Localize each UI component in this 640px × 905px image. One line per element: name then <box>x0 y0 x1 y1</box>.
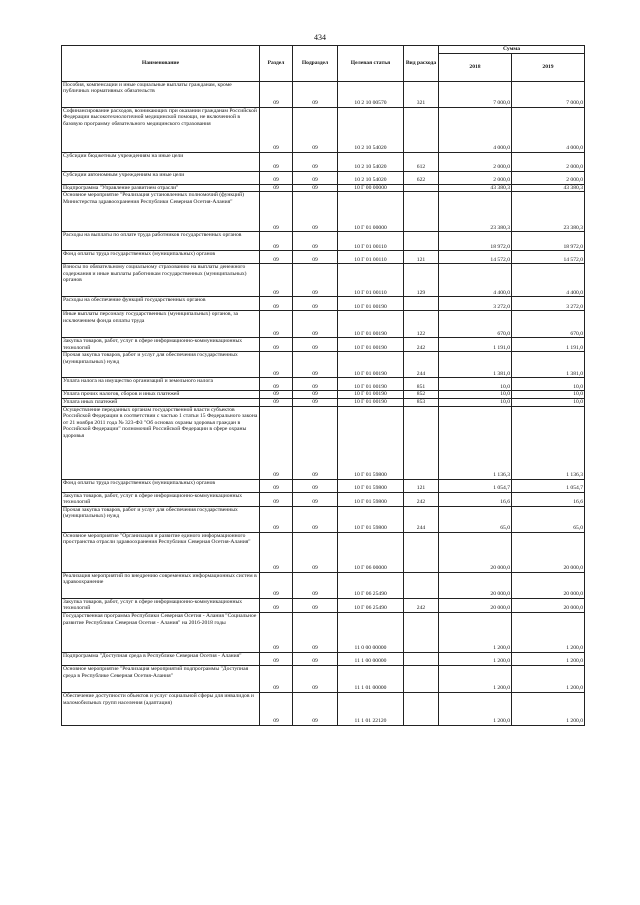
cell-subsection: 09 <box>293 338 338 352</box>
cell-expense-type <box>404 192 439 232</box>
table-row <box>62 338 585 352</box>
cell-name: Реализация мероприятий по внедрению современных информационных систем в здравоохранение <box>62 572 260 598</box>
cell-expense-type: 852 <box>404 391 439 399</box>
cell-sum-2019: 65,0 <box>512 506 585 532</box>
cell-expense-type <box>404 297 439 311</box>
cell-expense-type <box>404 612 439 652</box>
table-row <box>62 572 585 598</box>
cell-section: 09 <box>260 652 293 665</box>
cell-section: 09 <box>260 665 293 692</box>
cell-name: Прочая закупка товаров, работ и услуг для обеспечения государственных (муниципальных) нужд <box>62 506 260 532</box>
cell-subsection: 09 <box>293 184 338 192</box>
cell-name: Закупка товаров, работ, услуг в сфере информационно-коммуникационных технологий <box>62 338 260 352</box>
cell-sum-2019: 23 380,3 <box>512 192 585 232</box>
cell-target-article: 10 Г 01 59800 <box>338 406 404 479</box>
cell-target-article: 10 Г 01 00190 <box>338 311 404 338</box>
cell-subsection: 09 <box>293 572 338 598</box>
cell-target-article: 10 Г 01 00110 <box>338 232 404 251</box>
cell-subsection: 09 <box>293 506 338 532</box>
cell-subsection: 09 <box>293 479 338 492</box>
header-subsection: Подраздел <box>293 46 338 82</box>
header-year-2019: 2019 <box>512 53 585 81</box>
cell-sum-2018: 670,0 <box>439 311 512 338</box>
cell-sum-2018: 1 200,0 <box>439 652 512 665</box>
cell-sum-2018: 16,6 <box>439 492 512 506</box>
cell-name: Взносы по обязательному социальному страхованию на выплаты денежного содержания и иные выплаты работникам государственных (муниципальных) органов <box>62 264 260 297</box>
cell-target-article: 10 Г 01 00000 <box>338 192 404 232</box>
cell-sum-2018: 3 272,0 <box>439 297 512 311</box>
cell-sum-2018: 1 136,3 <box>439 406 512 479</box>
cell-name: Иные выплаты персоналу государственных (муниципальных) органов, за исключением фонда оплаты труда <box>62 311 260 338</box>
cell-expense-type: 853 <box>404 398 439 406</box>
cell-sum-2019: 1 200,0 <box>512 665 585 692</box>
cell-section: 09 <box>260 251 293 264</box>
cell-name: Уплата прочих налогов, сборов и иных платежей <box>62 391 260 399</box>
page-number: 434 <box>314 33 326 42</box>
cell-expense-type <box>404 692 439 725</box>
cell-sum-2019: 4 000,0 <box>512 107 585 152</box>
cell-section: 09 <box>260 81 293 107</box>
cell-target-article: 11 1 01 00000 <box>338 665 404 692</box>
cell-expense-type: 122 <box>404 311 439 338</box>
cell-name: Осуществление переданных органам государственной власти субъектов Российской Федерации в соответствии с частью 1 статьи 15 Федерального закона от 21 ноября 2011 года № 323-ФЗ "Об основах охраны здоровья граждан в Российской Федерации" полномочий Российской Федерации в сфере охраны здоровья <box>62 406 260 479</box>
cell-target-article: 10 Г 06 00000 <box>338 532 404 572</box>
table-row <box>62 406 585 479</box>
cell-sum-2019: 18 972,0 <box>512 232 585 251</box>
cell-name: Государственная программа Республики Северная Осетия - Алания "Социальное развитие Республики Северная Осетия - Алания" на 2016-2018 годы <box>62 612 260 652</box>
cell-expense-type <box>404 572 439 598</box>
cell-section: 09 <box>260 492 293 506</box>
cell-section: 09 <box>260 398 293 406</box>
cell-section: 09 <box>260 297 293 311</box>
cell-sum-2019: 20 000,0 <box>512 532 585 572</box>
cell-expense-type: 121 <box>404 251 439 264</box>
cell-sum-2019: 14 572,0 <box>512 251 585 264</box>
cell-subsection: 09 <box>293 251 338 264</box>
cell-subsection: 09 <box>293 692 338 725</box>
cell-target-article: 10 Г 01 00110 <box>338 264 404 297</box>
cell-name: Обеспечение доступности объектов и услуг социальной сферы для инвалидов и маломобильных групп населения (адаптация) <box>62 692 260 725</box>
cell-target-article: 11 1 00 00000 <box>338 652 404 665</box>
cell-expense-type: 242 <box>404 598 439 612</box>
cell-sum-2019: 43 380,3 <box>512 184 585 192</box>
cell-target-article: 10 2 10 54020 <box>338 107 404 152</box>
cell-section: 09 <box>260 572 293 598</box>
cell-sum-2018: 4 000,0 <box>439 107 512 152</box>
cell-sum-2019: 1 200,0 <box>512 612 585 652</box>
header-expense-type: Вид расхода <box>404 46 439 82</box>
cell-sum-2018: 20 000,0 <box>439 532 512 572</box>
cell-sum-2019: 3 272,0 <box>512 297 585 311</box>
cell-subsection: 09 <box>293 652 338 665</box>
cell-section: 09 <box>260 311 293 338</box>
cell-sum-2019: 2 000,0 <box>512 152 585 171</box>
cell-name: Расходы на обеспечение функций государственных органов <box>62 297 260 311</box>
cell-subsection: 09 <box>293 107 338 152</box>
cell-section: 09 <box>260 107 293 152</box>
table-row <box>62 232 585 251</box>
cell-target-article: 10 Г 01 59800 <box>338 506 404 532</box>
cell-name: Субсидии бюджетным учреждениям на иные цели <box>62 152 260 171</box>
table-row <box>62 192 585 232</box>
cell-sum-2019: 1 381,0 <box>512 352 585 378</box>
cell-target-article: 10 Г 06 25490 <box>338 598 404 612</box>
cell-name: Подпрограмма "Доступная среда в Республике Северная Осетия - Алания" <box>62 652 260 665</box>
cell-sum-2019: 1 200,0 <box>512 652 585 665</box>
cell-section: 09 <box>260 184 293 192</box>
cell-name: Софинансирование расходов, возникающих при оказании гражданам Российской Федерации высокотехнологичной медицинской помощи, не включенной в базовую программу обязательного медицинского страхования <box>62 107 260 152</box>
table-row <box>62 398 585 406</box>
table-row <box>62 692 585 725</box>
cell-sum-2018: 10,0 <box>439 398 512 406</box>
cell-sum-2019: 1 200,0 <box>512 692 585 725</box>
cell-name: Фонд оплаты труда государственных (муниципальных) органов <box>62 479 260 492</box>
cell-sum-2018: 14 572,0 <box>439 251 512 264</box>
cell-section: 09 <box>260 391 293 399</box>
cell-sum-2018: 10,0 <box>439 378 512 391</box>
header-section: Раздел <box>260 46 293 82</box>
cell-name: Расходы на выплаты по оплате труда работников государственных органов <box>62 232 260 251</box>
cell-expense-type: 244 <box>404 506 439 532</box>
cell-sum-2018: 7 000,0 <box>439 81 512 107</box>
cell-expense-type: 242 <box>404 338 439 352</box>
cell-sum-2019: 7 000,0 <box>512 81 585 107</box>
cell-sum-2019: 16,6 <box>512 492 585 506</box>
cell-expense-type <box>404 652 439 665</box>
table-row <box>62 492 585 506</box>
cell-target-article: 10 Г 01 00190 <box>338 352 404 378</box>
cell-sum-2019: 2 000,0 <box>512 171 585 184</box>
table-row <box>62 665 585 692</box>
table-row <box>62 152 585 171</box>
cell-sum-2019: 10,0 <box>512 378 585 391</box>
cell-expense-type <box>404 184 439 192</box>
table-row <box>62 311 585 338</box>
cell-section: 09 <box>260 192 293 232</box>
cell-sum-2019: 10,0 <box>512 398 585 406</box>
cell-section: 09 <box>260 232 293 251</box>
cell-sum-2018: 2 000,0 <box>439 171 512 184</box>
cell-sum-2019: 1 136,3 <box>512 406 585 479</box>
cell-sum-2018: 23 380,3 <box>439 192 512 232</box>
cell-section: 09 <box>260 264 293 297</box>
cell-subsection: 09 <box>293 406 338 479</box>
cell-target-article: 10 Г 01 00110 <box>338 251 404 264</box>
cell-section: 09 <box>260 352 293 378</box>
cell-target-article: 10 Г 00 00000 <box>338 184 404 192</box>
table-row <box>62 107 585 152</box>
cell-section: 09 <box>260 171 293 184</box>
cell-expense-type: 121 <box>404 479 439 492</box>
cell-section: 09 <box>260 532 293 572</box>
cell-sum-2018: 1 381,0 <box>439 352 512 378</box>
cell-sum-2019: 1 191,0 <box>512 338 585 352</box>
table-row <box>62 81 585 107</box>
cell-subsection: 09 <box>293 311 338 338</box>
cell-subsection: 09 <box>293 297 338 311</box>
cell-subsection: 09 <box>293 171 338 184</box>
table-row <box>62 506 585 532</box>
cell-subsection: 09 <box>293 391 338 399</box>
cell-name: Основное мероприятие "Реализация установленных полномочий (функций) Министерства здравоохранения Республики Северная Осетия-Алания" <box>62 192 260 232</box>
cell-name: Основное мероприятие "Организация и развитие единого информационного пространства отрасли здравоохранения Республики Северная Осетия-Алания" <box>62 532 260 572</box>
cell-section: 09 <box>260 378 293 391</box>
cell-subsection: 09 <box>293 192 338 232</box>
cell-subsection: 09 <box>293 81 338 107</box>
cell-expense-type: 851 <box>404 378 439 391</box>
table-row <box>62 251 585 264</box>
cell-sum-2019: 1 054,7 <box>512 479 585 492</box>
table-row <box>62 264 585 297</box>
cell-name: Основное мероприятие "Реализация мероприятий подпрограммы "Доступная среда в Республике Северная Осетия-Алания" <box>62 665 260 692</box>
cell-subsection: 09 <box>293 598 338 612</box>
cell-sum-2018: 1 191,0 <box>439 338 512 352</box>
table-row <box>62 652 585 665</box>
cell-target-article: 11 1 01 22120 <box>338 692 404 725</box>
cell-target-article: 10 Г 01 59800 <box>338 492 404 506</box>
cell-expense-type: 129 <box>404 264 439 297</box>
cell-target-article: 10 Г 01 00190 <box>338 391 404 399</box>
cell-expense-type: 612 <box>404 152 439 171</box>
cell-target-article: 10 2 10 00570 <box>338 81 404 107</box>
cell-sum-2018: 4 400,0 <box>439 264 512 297</box>
cell-expense-type: 321 <box>404 81 439 107</box>
table-row <box>62 171 585 184</box>
cell-expense-type <box>404 232 439 251</box>
cell-target-article: 10 Г 06 25490 <box>338 572 404 598</box>
table-row <box>62 391 585 399</box>
cell-sum-2018: 20 000,0 <box>439 572 512 598</box>
cell-sum-2018: 65,0 <box>439 506 512 532</box>
cell-subsection: 09 <box>293 612 338 652</box>
cell-expense-type <box>404 107 439 152</box>
cell-sum-2018: 1 054,7 <box>439 479 512 492</box>
cell-target-article: 11 0 00 00000 <box>338 612 404 652</box>
header-year-2018: 2018 <box>439 53 512 81</box>
cell-name: Прочая закупка товаров, работ и услуг для обеспечения государственных (муниципальных) нужд <box>62 352 260 378</box>
cell-name: Уплата налога на имущество организаций и земельного налога <box>62 378 260 391</box>
table-row <box>62 352 585 378</box>
table-row <box>62 532 585 572</box>
cell-subsection: 09 <box>293 232 338 251</box>
cell-sum-2019: 20 000,0 <box>512 598 585 612</box>
cell-name: Закупка товаров, работ, услуг в сфере информационно-коммуникационных технологий <box>62 492 260 506</box>
cell-section: 09 <box>260 598 293 612</box>
table-row <box>62 297 585 311</box>
cell-sum-2019: 20 000,0 <box>512 572 585 598</box>
cell-sum-2018: 18 972,0 <box>439 232 512 251</box>
cell-subsection: 09 <box>293 152 338 171</box>
cell-section: 09 <box>260 152 293 171</box>
table-row <box>62 184 585 192</box>
cell-name: Закупка товаров, работ, услуг в сфере информационно-коммуникационных технологий <box>62 598 260 612</box>
table-row <box>62 598 585 612</box>
cell-section: 09 <box>260 479 293 492</box>
cell-sum-2019: 10,0 <box>512 391 585 399</box>
cell-subsection: 09 <box>293 665 338 692</box>
cell-expense-type: 244 <box>404 352 439 378</box>
budget-table <box>61 45 585 726</box>
cell-subsection: 09 <box>293 352 338 378</box>
cell-subsection: 09 <box>293 398 338 406</box>
cell-sum-2019: 4 400,0 <box>512 264 585 297</box>
cell-target-article: 10 2 10 54020 <box>338 171 404 184</box>
table-row <box>62 612 585 652</box>
cell-expense-type: 242 <box>404 492 439 506</box>
cell-target-article: 10 Г 01 00190 <box>338 338 404 352</box>
cell-name: Фонд оплаты труда государственных (муниципальных) органов <box>62 251 260 264</box>
cell-expense-type <box>404 406 439 479</box>
header-sum: Сумма <box>439 46 585 54</box>
cell-expense-type: 622 <box>404 171 439 184</box>
cell-sum-2018: 1 200,0 <box>439 692 512 725</box>
cell-target-article: 10 2 10 54020 <box>338 152 404 171</box>
cell-subsection: 09 <box>293 532 338 572</box>
cell-sum-2019: 670,0 <box>512 311 585 338</box>
header-name: Наименование <box>62 46 260 82</box>
cell-name: Уплата иных платежей <box>62 398 260 406</box>
header-target-article: Целевая статья <box>338 46 404 82</box>
table-row <box>62 479 585 492</box>
cell-section: 09 <box>260 406 293 479</box>
table-body <box>62 81 585 725</box>
cell-name: Подпрограмма "Управление развитием отрасли" <box>62 184 260 192</box>
cell-subsection: 09 <box>293 492 338 506</box>
cell-expense-type <box>404 665 439 692</box>
cell-section: 09 <box>260 338 293 352</box>
cell-sum-2018: 2 000,0 <box>439 152 512 171</box>
cell-section: 09 <box>260 612 293 652</box>
cell-sum-2018: 20 000,0 <box>439 598 512 612</box>
cell-target-article: 10 Г 01 00190 <box>338 297 404 311</box>
table-row <box>62 378 585 391</box>
cell-target-article: 10 Г 01 00190 <box>338 378 404 391</box>
cell-section: 09 <box>260 692 293 725</box>
cell-sum-2018: 1 200,0 <box>439 612 512 652</box>
cell-subsection: 09 <box>293 378 338 391</box>
cell-target-article: 10 Г 01 00190 <box>338 398 404 406</box>
cell-expense-type <box>404 532 439 572</box>
cell-sum-2018: 43 380,3 <box>439 184 512 192</box>
cell-name: Субсидии автономным учреждениям на иные цели <box>62 171 260 184</box>
cell-target-article: 10 Г 01 59800 <box>338 479 404 492</box>
cell-section: 09 <box>260 506 293 532</box>
cell-sum-2018: 1 200,0 <box>439 665 512 692</box>
cell-subsection: 09 <box>293 264 338 297</box>
cell-name: Пособия, компенсации и иные социальные выплаты гражданам, кроме публичных нормативных обязательств <box>62 81 260 107</box>
cell-sum-2018: 10,0 <box>439 391 512 399</box>
